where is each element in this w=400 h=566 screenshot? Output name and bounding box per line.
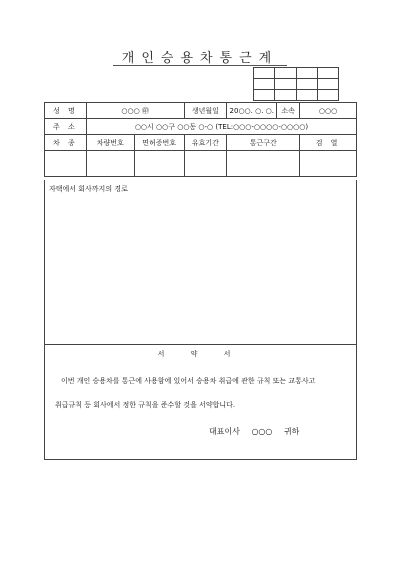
cell-route: [227, 151, 300, 177]
pledge-text-2: 취급규칙 등 회사에서 정한 규칙을 준수할 것을 서약합니다.: [55, 401, 236, 409]
cell-plate: [86, 151, 134, 177]
header-route: 통근구간: [227, 135, 300, 151]
header-validity: 유효기간: [184, 135, 227, 151]
header-license: 면허증번호: [134, 135, 184, 151]
header-car-type: 차 종: [45, 135, 87, 151]
signature-line: 대표이사 ○○○ 귀하: [209, 427, 300, 436]
header-inspection: 검 열: [300, 135, 357, 151]
cell-license: [134, 151, 184, 177]
cell-car-type: [45, 151, 87, 177]
name-value: ○○○ ㊞: [86, 103, 184, 119]
cell-inspection: [300, 151, 357, 177]
address-value: ○○시 ○○구 ○○동 ○-○ (TEL:○○○-○○○○-○○○○): [86, 119, 356, 135]
route-label: 자택에서 회사까지의 경로: [49, 185, 128, 193]
birth-label: 생년월일: [184, 103, 227, 119]
header-plate: 차량번호: [86, 135, 134, 151]
dept-value: ○○○: [300, 103, 357, 119]
route-section: [44, 180, 357, 345]
name-label: 성 명: [45, 103, 87, 119]
dept-label: 소속: [277, 103, 300, 119]
document-title: 개인승용차통근계: [121, 51, 279, 66]
pledge-text-1: 이번 개인 승용차를 통근에 사용함에 있어서 승용차 취급에 관한 규칙 또는 교통사고: [61, 377, 316, 385]
pledge-title: 서 약 서: [157, 350, 243, 358]
info-table: [44, 102, 357, 177]
cell-validity: [184, 151, 227, 177]
title-underline: [113, 65, 287, 66]
approval-box: [253, 67, 339, 101]
address-label: 주 소: [45, 119, 87, 135]
birth-value: 20○○. ○. ○.: [227, 103, 277, 119]
